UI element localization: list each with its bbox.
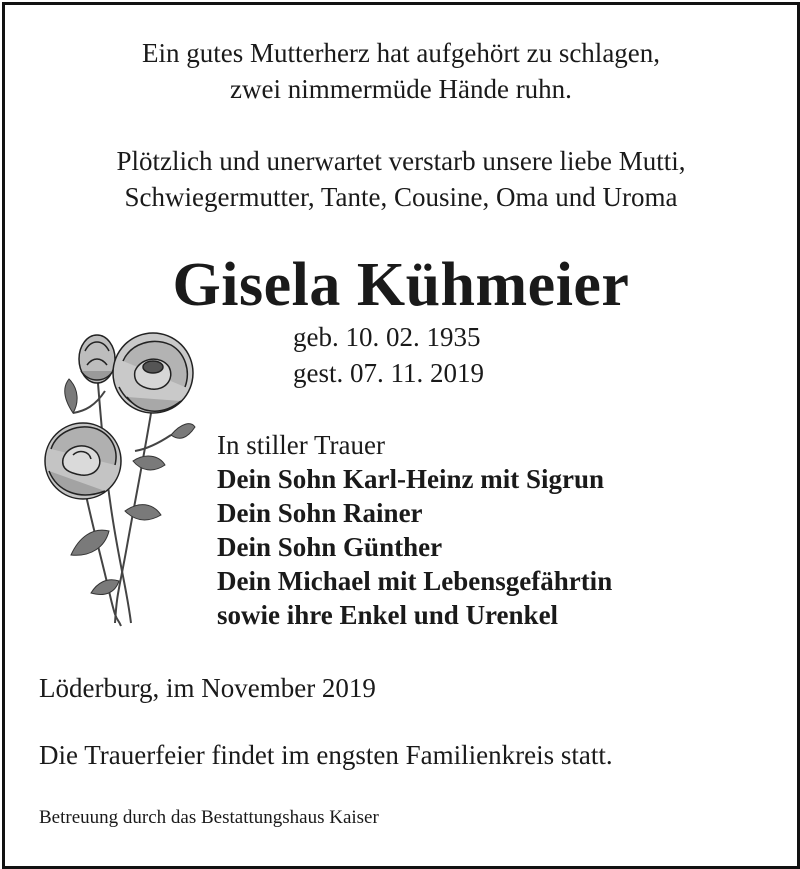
deceased-name: Gisela Kühmeier (172, 251, 630, 319)
intro-line-2: Schwiegermutter, Tante, Cousine, Oma und Uroma (124, 182, 678, 212)
undertaker-credit: Betreuung durch das Bestattungshaus Kaiser (39, 807, 379, 828)
verse-line-2: zwei nimmermüde Hände ruhn. (230, 74, 572, 104)
intro-line-1: Plötzlich und unerwartet verstarb unsere liebe Mutti, (116, 146, 686, 176)
roses-icon (35, 331, 200, 631)
obituary-notice (2, 2, 800, 869)
mourners-lead: In stiller Trauer (217, 430, 385, 460)
intro-text (5, 143, 797, 215)
life-dates (293, 319, 484, 391)
verse-line-1: Ein gutes Mutterherz hat aufgehört zu schlagen, (141, 38, 661, 68)
funeral-note: Die Trauerfeier findet im engsten Familienkreis statt. (39, 740, 613, 770)
mourner-line: Dein Michael mit Lebensgefährtin (217, 566, 613, 596)
mourner-line: Dein Sohn Günther (217, 532, 443, 562)
place-and-date: Löderburg, im November 2019 (39, 673, 376, 703)
death-date: gest. 07. 11. 2019 (293, 358, 484, 388)
mourners-block (217, 428, 612, 632)
verse (5, 35, 797, 107)
mourner-line: Dein Sohn Rainer (217, 498, 423, 528)
birth-date: geb. 10. 02. 1935 (293, 322, 481, 352)
mourner-line: sowie ihre Enkel und Urenkel (217, 600, 559, 630)
mourner-line: Dein Sohn Karl-Heinz mit Sigrun (217, 464, 605, 494)
